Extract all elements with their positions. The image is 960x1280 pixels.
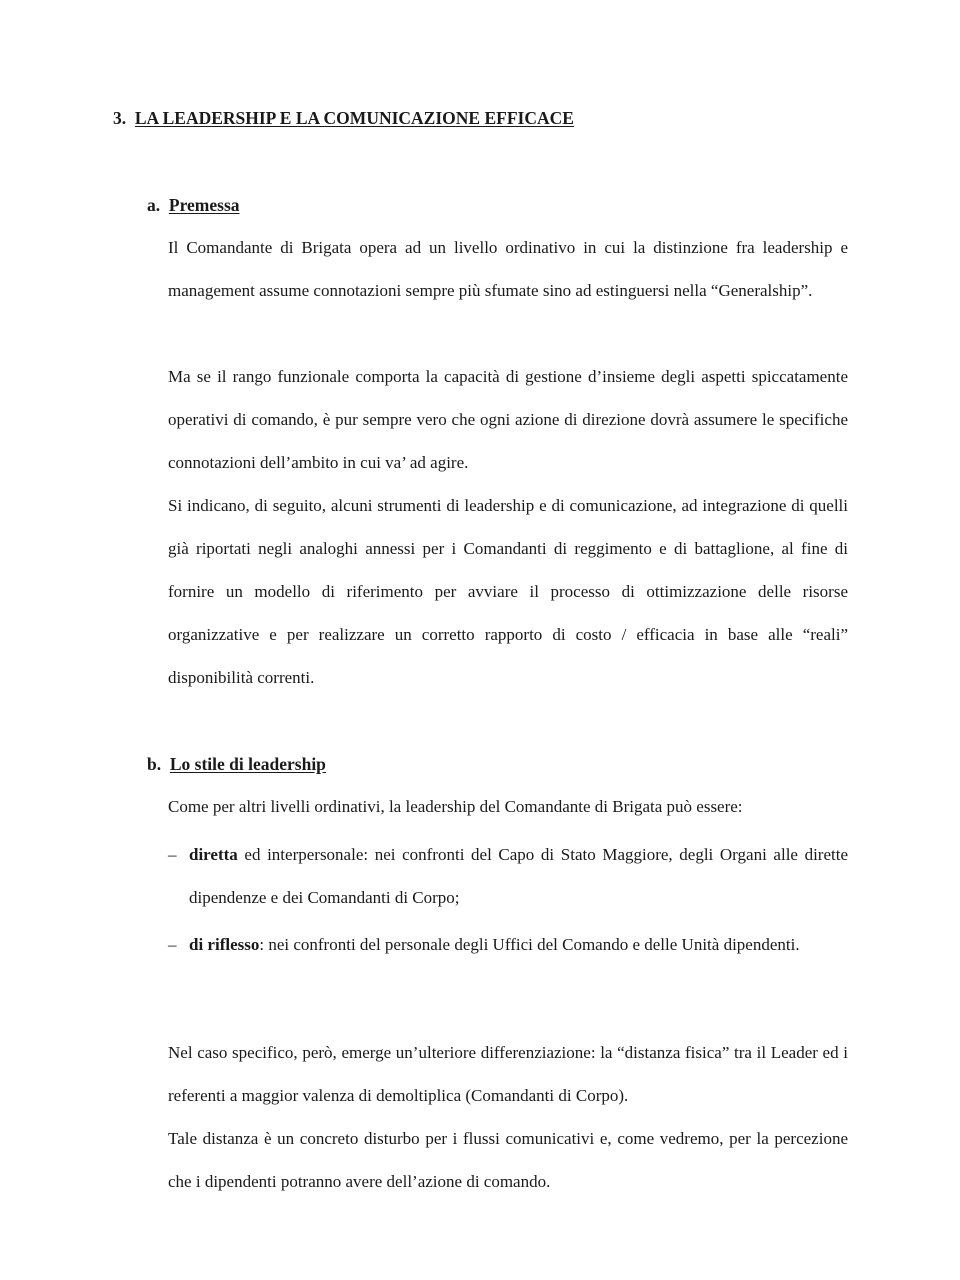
paragraph: Nel caso specifico, però, emerge un’ulteriore differenziazione: la “distanza fisica” tra il Leader ed i referenti a maggior valenza di demoltiplica (Comandanti di Corpo). — [168, 1043, 848, 1105]
subsection-b-letter: b. — [147, 754, 162, 774]
list-item-body: : nei confronti del personale degli Uffici del Comando e delle Unità dipendenti. — [259, 935, 800, 954]
subsection-a-heading — [147, 195, 240, 216]
list-item-term: di riflesso — [189, 935, 260, 954]
paragraph: Il Comandante di Brigata opera ad un livello ordinativo in cui la distinzione fra leadership e management assume connotazioni sempre più sfumate sino ad estinguersi nella “Generalship”. — [168, 238, 848, 300]
section-number: 3. — [113, 108, 127, 128]
list-item-text — [189, 923, 848, 966]
list-item — [168, 923, 848, 966]
paragraph: Si indicano, di seguito, alcuni strumenti di leadership e di comunicazione, ad integrazione di quelli già riportati negli analoghi annessi per i Comandanti di reggimento e di battaglione, al fine di fornire un modello di riferimento per avviare il processo di ottimizzazione delle risorse organizzative e per realizzare un corretto rapporto di costo / efficacia in base alle “reali” disponibilità correnti. — [168, 496, 848, 687]
section-heading — [113, 108, 574, 129]
subsection-b-title: Lo stile di leadership — [169, 754, 326, 774]
subsection-b-heading — [147, 754, 326, 775]
dash-bullet: – — [168, 845, 177, 864]
section-title: LA LEADERSHIP E LA COMUNICAZIONE EFFICACE — [134, 108, 574, 128]
list-item-text — [189, 833, 848, 919]
paragraph: Tale distanza è un concreto disturbo per i flussi comunicativi e, come vedremo, per la percezione che i dipendenti potranno avere dell’azione di comando. — [168, 1129, 848, 1191]
paragraph: Ma se il rango funzionale comporta la capacità di gestione d’insieme degli aspetti spiccatamente operativi di comando, è pur sempre vero che ogni azione di direzione dovrà assumere le specifiche connotazioni dell’ambito in cui va’ ad agire. — [168, 367, 848, 472]
subsection-a-letter: a. — [147, 195, 161, 215]
list-item — [168, 833, 848, 919]
list-item-term: diretta — [189, 845, 238, 864]
paragraph: Come per altri livelli ordinativi, la leadership del Comandante di Brigata può essere: — [168, 797, 743, 816]
list-item-body: ed interpersonale: nei confronti del Capo di Stato Maggiore, degli Organi alle dirette dipendenze e dei Comandanti di Corpo; — [189, 845, 848, 907]
subsection-a-title: Premessa — [168, 195, 240, 215]
dash-bullet: – — [168, 935, 177, 954]
